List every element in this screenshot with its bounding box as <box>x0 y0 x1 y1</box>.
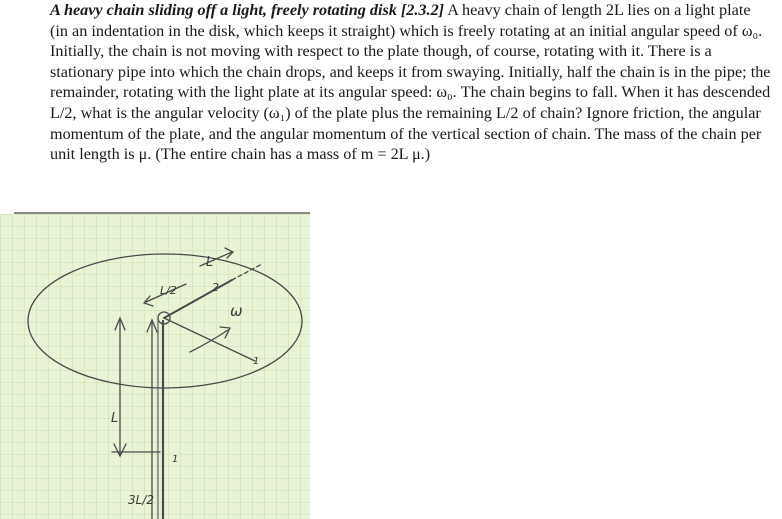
label-half-L: L/2 <box>160 284 177 297</box>
hand-sketch <box>0 214 310 519</box>
label-tick-1-lower: 1 <box>172 454 179 465</box>
graph-grid <box>0 214 310 519</box>
label-omega: ω <box>230 302 243 320</box>
label-tick-1: 1 <box>253 356 260 367</box>
problem-statement <box>50 0 772 165</box>
label-three-halves-L: 3L/2 <box>128 493 154 507</box>
label-two: 2 <box>212 281 219 294</box>
problem-title: A heavy chain sliding off a light, freely rotating disk [2.3.2] <box>50 1 445 19</box>
label-top-L: L <box>206 255 214 270</box>
label-left-L: L <box>111 411 119 426</box>
problem-body: A heavy chain of length 2L lies on a light plate (in an indentation in the disk, which keeps it straight) which is freely rotating at an initial angular speed of ω₀. Initially, the chain is not moving with respect to the plate though, of course, rotating with it. There is a stationary pipe into which the chain drops, and keeps it from swaying. Initially, half the chain is in the pipe; the remainder, rotating with the light plate at its angular speed: ω₀. The chain begins to fall. When it has descended L/2, what is the angular velocity (ω₁) of the plate plus the remaining L/2 of chain? Ignore friction, the angular momentum of the plate, and the angular momentum of the vertical section of chain. The mass of the chain per unit length is μ. (The entire chain has a mass of m = 2L μ.) <box>50 1 771 164</box>
